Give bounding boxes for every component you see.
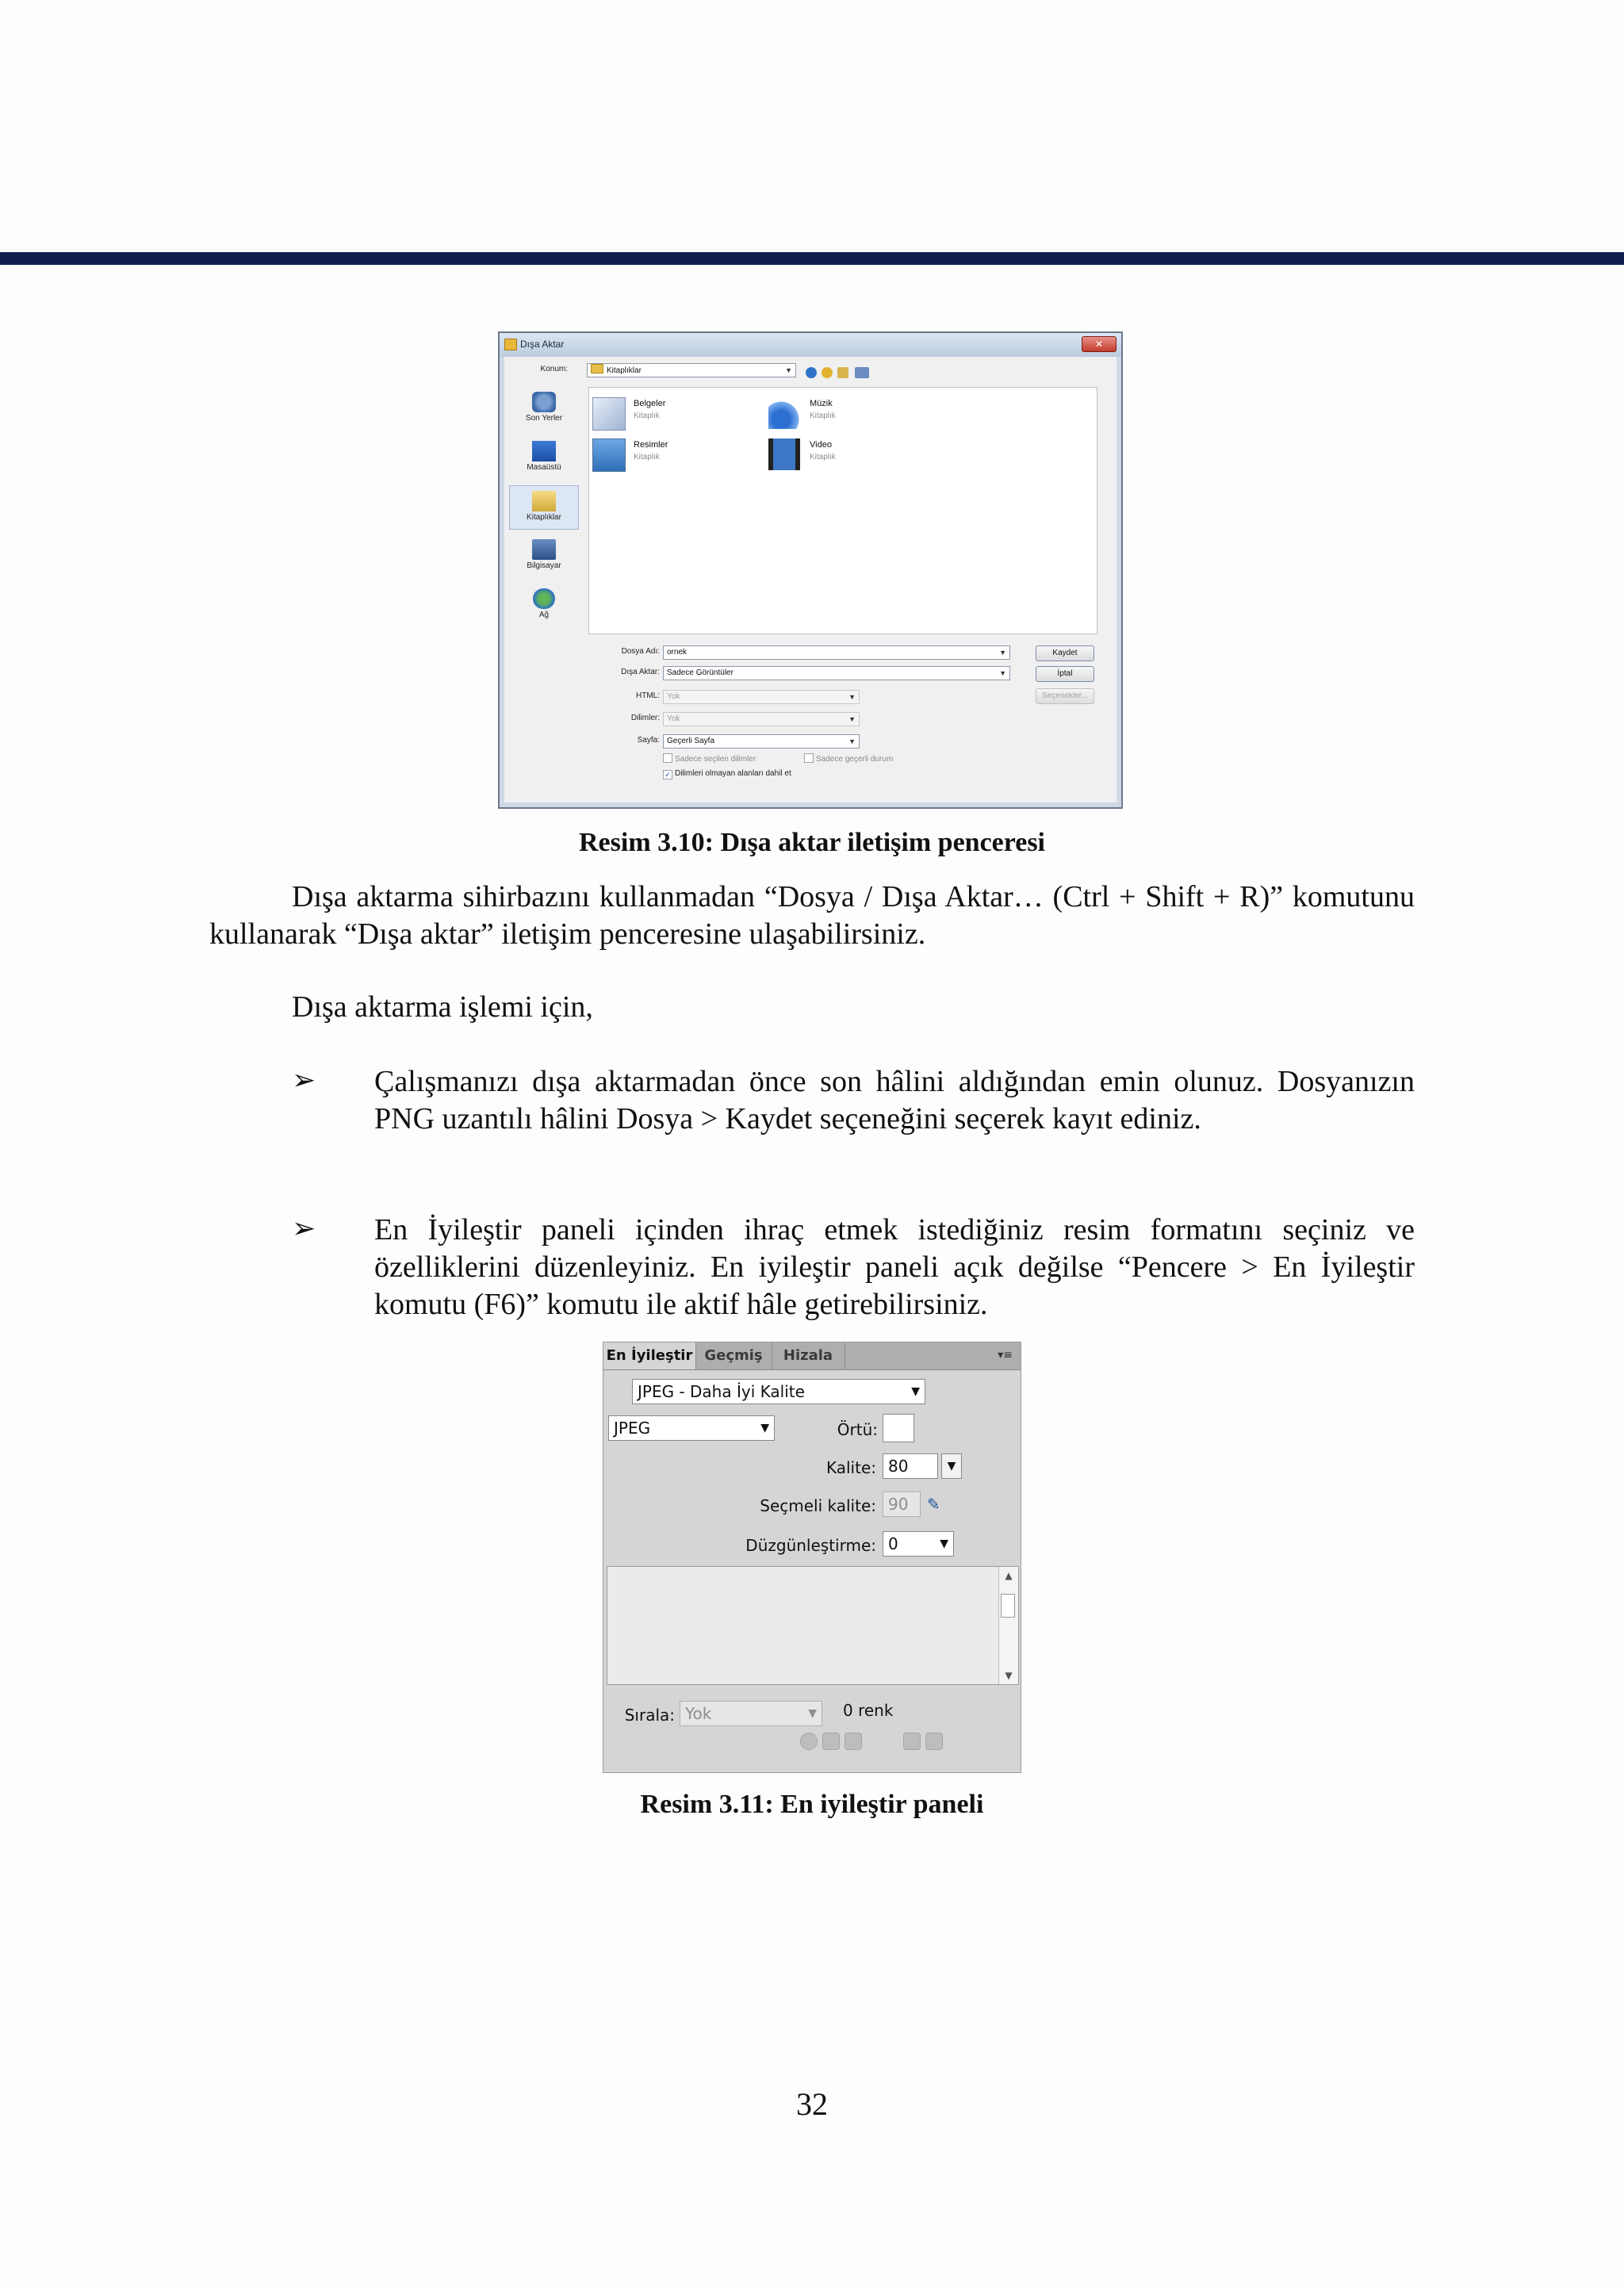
delete-color-icon[interactable] [925,1733,943,1750]
sort-label: Sırala: [624,1706,675,1725]
dialog-body [504,357,1116,802]
bullet-arrow-icon: ➢ [292,1212,316,1244]
sort-select[interactable] [680,1701,822,1726]
chevron-down-icon: ▼ [911,1385,920,1398]
html-label: HTML: [636,691,660,700]
desktop-icon [532,441,556,461]
computer-icon [532,539,556,560]
library-name: Müzik [810,399,833,408]
figure-caption-1: Resim 3.10: Dışa aktar iletişim penceresi [579,828,1045,857]
library-name: Belgeler [634,399,666,408]
pictures-icon [592,438,626,472]
scroll-thumb[interactable] [1001,1594,1015,1618]
color-table [607,1566,1019,1685]
lock-icon[interactable] [845,1733,862,1750]
music-icon [768,397,800,429]
library-type: Kitaplık [634,453,660,461]
view-menu-icon[interactable] [855,367,869,378]
optimize-panel-screenshot [603,1342,1021,1773]
place-label: Bilgisayar [527,561,561,570]
page-value: Geçerli Sayfa [667,737,715,745]
place-label: Kitaplıklar [527,513,561,522]
quality-input[interactable] [883,1453,938,1479]
bullet-item-1: Çalışmanızı dışa aktarmadan önce son hâlini aldığından emin olunuz. Dosyanızın PNG uzantılı hâlini Dosya > Kaydet seçeneğini seçerek kayıt ediniz. [374,1065,1415,1135]
network-icon [533,588,555,609]
place-computer[interactable] [509,534,579,579]
file-list [588,387,1097,634]
selective-quality-value: 90 [888,1495,909,1514]
chevron-down-icon: ▼ [785,366,792,374]
bullet-item-2: En İyileştir paneli içinden ihraç etmek istediğiniz resim formatını seçiniz ve özelliklerini düzenleyiniz. En iyileştir paneli açık değilse “Pencere > En İyileştir komutu (F6)” komutu ile aktif hâle getirebilirsiniz. [374,1213,1415,1321]
library-item[interactable] [592,394,759,432]
checkbox-box [804,753,814,763]
page-number: 32 [796,2086,828,2122]
library-name: Resimler [634,440,668,450]
chevron-down-icon: ▼ [760,1422,769,1434]
color-count: 0 renk [843,1701,894,1720]
figure-caption-2: Resim 3.11: En iyileştir paneli [640,1790,984,1819]
dialog-title: Dışa Aktar [520,339,565,350]
paragraph-2: Dışa aktarma işlemi için, [292,990,593,1024]
scrollbar[interactable] [998,1567,1018,1684]
include-areas-checkbox[interactable] [663,769,791,779]
check-icon: ✓ [663,770,672,779]
back-icon[interactable] [806,367,817,378]
scroll-up-icon[interactable]: ▲ [1005,1570,1013,1581]
location-label: Konum: [540,365,568,373]
library-type: Kitaplık [810,453,836,461]
selective-quality-label: Seçmeli kalite: [760,1496,876,1515]
close-icon[interactable]: ✕ [1082,336,1116,352]
checkbox-label: Sadece seçilen dilimler [675,755,756,764]
paragraph-1: Dışa aktarma sihirbazını kullanmadan “Dosya / Dışa Aktar… (Ctrl + Shift + R)” komutunu kullanarak “Dışa aktar” iletişim penceresine ulaşabilirsiniz. [209,880,1415,951]
selective-quality-input[interactable] [883,1492,921,1517]
bullet-arrow-icon: ➢ [292,1064,316,1096]
smoothing-value: 0 [888,1534,898,1553]
page-label: Sayfa: [637,736,660,745]
cancel-button[interactable]: İptal [1036,666,1094,682]
save-button[interactable]: Kaydet [1036,645,1094,661]
export-type-value: Sadece Görüntüler [667,668,733,677]
scroll-down-icon[interactable]: ▼ [1005,1670,1013,1681]
library-name: Video [810,440,832,450]
chevron-down-icon: ▼ [848,737,856,745]
library-item[interactable] [768,435,935,473]
location-value: Kitaplıklar [607,366,642,375]
format-value: JPEG [614,1419,651,1438]
html-value: Yok [667,692,680,701]
filename-input[interactable] [663,645,1010,660]
chevron-down-icon: ▼ [808,1707,817,1720]
up-folder-icon[interactable] [822,367,833,378]
selected-slices-checkbox[interactable] [663,753,756,764]
dialog-title-bar [500,333,1121,357]
place-libraries[interactable] [509,485,579,530]
video-icon [768,438,800,470]
library-type: Kitaplık [634,412,660,420]
slices-value: Yok [667,714,680,723]
chevron-down-icon: ▼ [940,1538,948,1550]
place-label: Son Yerler [525,414,563,423]
options-button[interactable]: Seçenekler... [1036,688,1094,704]
filename-value: ornek [667,648,688,657]
folder-icon [591,364,603,373]
panel-menu-icon[interactable]: ▾≡ [998,1349,1013,1361]
checkbox-label: Dilimleri olmayan alanları dahil et [675,769,791,778]
edit-icon[interactable]: ✎ [927,1495,940,1514]
quality-value: 80 [888,1457,909,1476]
filename-label: Dosya Adı: [621,647,660,656]
panel-tabs [603,1342,1021,1370]
documents-icon [592,397,626,431]
place-network[interactable] [509,584,579,628]
export-type-label: Dışa Aktar: [621,668,660,676]
tab-align[interactable]: Hizala [772,1342,845,1369]
location-select[interactable] [587,363,796,377]
slices-select[interactable] [663,712,860,726]
export-type-select[interactable] [663,666,1010,680]
quality-slider-button[interactable]: ▼ [941,1453,962,1479]
library-item[interactable] [592,435,759,473]
matte-label: Örtü: [837,1420,878,1439]
header-rule [0,252,1624,265]
library-type: Kitaplık [810,412,836,420]
chevron-down-icon: ▼ [999,649,1006,657]
current-state-checkbox[interactable] [804,753,893,764]
chevron-down-icon: ▼ [848,693,856,701]
place-label: Masaüstü [527,463,561,472]
place-recent[interactable] [509,387,579,431]
web-safe-icon[interactable] [822,1733,840,1750]
app-icon [504,339,517,350]
checkbox-box [663,753,672,763]
page-select[interactable] [663,734,860,749]
snap-color-icon[interactable] [800,1733,818,1750]
place-label: Ağ [538,611,550,619]
tab-optimize[interactable]: En İyileştir [603,1342,696,1369]
slices-label: Dilimler: [630,714,660,722]
checkbox-label: Sadece geçerli durum [816,755,894,764]
format-select[interactable] [608,1415,775,1441]
places-bar [509,387,579,768]
sort-value: Yok [685,1704,712,1723]
new-folder-icon[interactable] [837,367,848,378]
preset-select[interactable] [632,1379,925,1404]
html-select[interactable] [663,690,860,704]
chevron-down-icon: ▼ [999,669,1006,677]
preset-value: JPEG - Daha İyi Kalite [638,1382,805,1401]
export-dialog-screenshot [498,331,1123,809]
place-desktop[interactable] [509,436,579,481]
chevron-down-icon: ▼ [848,715,856,723]
add-color-icon[interactable] [903,1733,921,1750]
smoothing-select[interactable] [883,1531,954,1557]
library-item[interactable] [768,394,935,432]
quality-label: Kalite: [825,1458,876,1477]
tab-history[interactable]: Geçmiş [695,1342,772,1369]
smoothing-label: Düzgünleştirme: [745,1536,876,1555]
recent-places-icon [532,392,556,412]
matte-color-swatch[interactable] [883,1414,914,1442]
libraries-icon [532,491,556,511]
